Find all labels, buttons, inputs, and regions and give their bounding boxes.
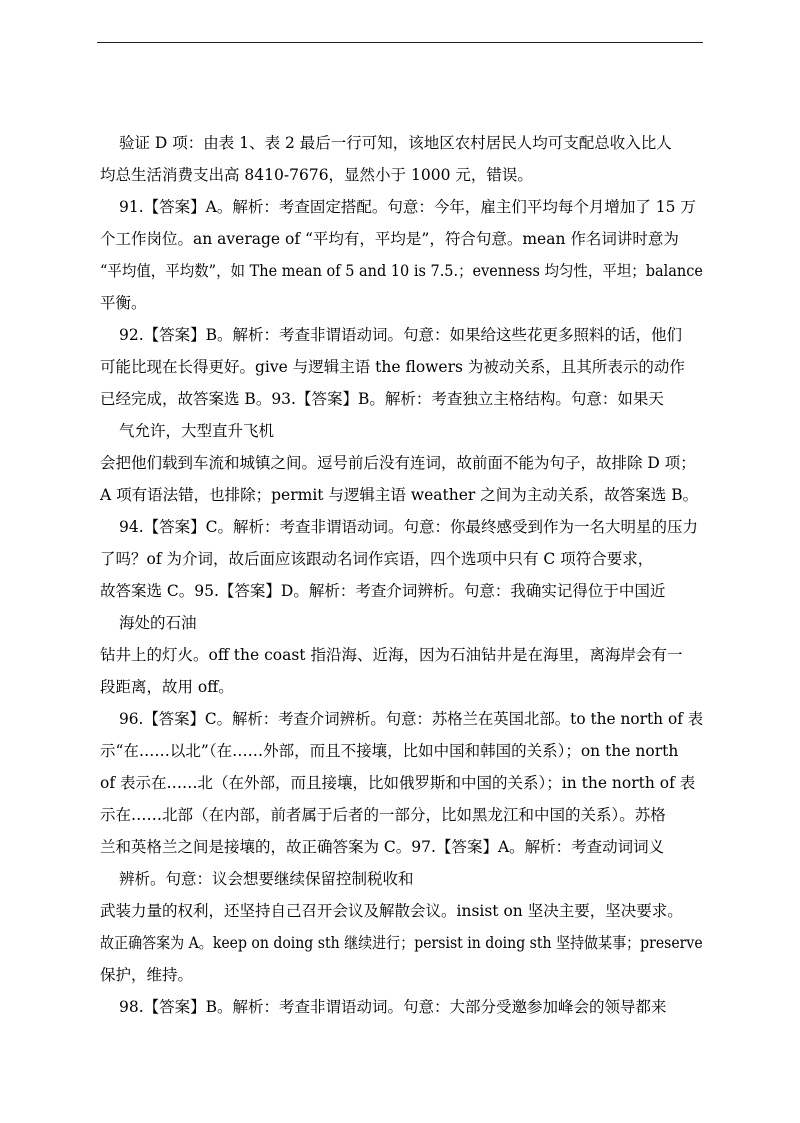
text-line: 91.【答案】A。解析：考查固定搭配。句意：今年，雇主们平均每个月增加了 15 万 — [119, 198, 696, 216]
text-line: 故正确答案为 A。keep on doing sth 继续进行；persist in doing sth 坚持做某事；preserve — [100, 934, 703, 952]
text-line: 示“在……以北”（在……外部，而且不接壤，比如中国和韩国的关系）；on the north — [100, 742, 679, 760]
text-line: 验证 D 项：由表 1、表 2 最后一行可知，该地区农村居民人均可支配总收入比人 — [119, 134, 672, 152]
text-line: 会把他们载到车流和城镇之间。逗号前后没有连词，故前面不能为句子，故排除 D 项； — [100, 454, 696, 472]
text-line: 武装力量的权利，还坚持自己召开会议及解散会议。insist on 坚决主要，坚决要求。 — [100, 902, 683, 920]
text-line: 辨析。句意：议会想要继续保留控制税收和 — [119, 870, 414, 888]
text-line: 故答案选 C。95.【答案】D。解析：考查介词辨析。句意：我确实记得位于中国近 — [100, 582, 666, 600]
text-line: 海处的石油 — [119, 614, 197, 632]
text-line: 段距离，故用 off。 — [100, 678, 234, 696]
text-line: 平衡。 — [100, 294, 147, 312]
text-line: 96.【答案】C。解析：考查介词辨析。句意：苏格兰在英国北部。to the north of 表 — [119, 710, 704, 728]
text-line: 兰和英格兰之间是接壤的，故正确答案为 C。97.【答案】A。解析：考查动词词义 — [100, 838, 665, 856]
text-line: 已经完成，故答案选 B。93.【答案】B。解析：考查独立主格结构。句意：如果天 — [100, 390, 664, 408]
text-line: A 项有语法错，也排除；permit 与逻辑主语 weather 之间为主动关系，故答案选 B。 — [100, 486, 699, 504]
text-line: 了吗？of 为介词，故后面应该跟动名词作宾语，四个选项中只有 C 项符合要求， — [100, 550, 654, 568]
text-line: “平均值，平均数”，如 The mean of 5 and 10 is 7.5.；evenness 均匀性，平坦；balance — [100, 262, 703, 280]
text-line: 94.【答案】C。解析：考查非谓语动词。句意：你最终感受到作为一名大明星的压力 — [119, 518, 699, 536]
text-line: 98.【答案】B。解析：考查非谓语动词。句意：大部分受邀参加峰会的领导都来 — [119, 998, 667, 1016]
header-rule — [97, 42, 703, 43]
text-line: 可能比现在长得更好。give 与逻辑主语 the flowers 为被动关系，且其所表示的动作 — [100, 358, 685, 376]
text-line: of 表示在……北（在外部，而且接壤，比如俄罗斯和中国的关系）；in the north of 表 — [100, 774, 696, 792]
text-line: 示在……北部（在内部，前者属于后者的一部分，比如黑龙江和中国的关系）。苏格 — [100, 806, 666, 824]
text-line: 92.【答案】B。解析：考查非谓语动词。句意：如果给这些花更多照料的话，他们 — [119, 326, 683, 344]
text-line: 个工作岗位。an average of “平均有，平均是”，符合句意。mean 作名词讲时意为 — [100, 230, 679, 248]
text-line: 保护，维持。 — [100, 966, 194, 984]
text-line: 均总生活消费支出高 8410-7676，显然小于 1000 元，错误。 — [100, 166, 533, 184]
text-line: 气允许，大型直升飞机 — [119, 422, 275, 440]
text-line: 钻井上的灯火。off the coast 指沿海、近海，因为石油钻井是在海里，离海岸会有一 — [100, 646, 683, 664]
